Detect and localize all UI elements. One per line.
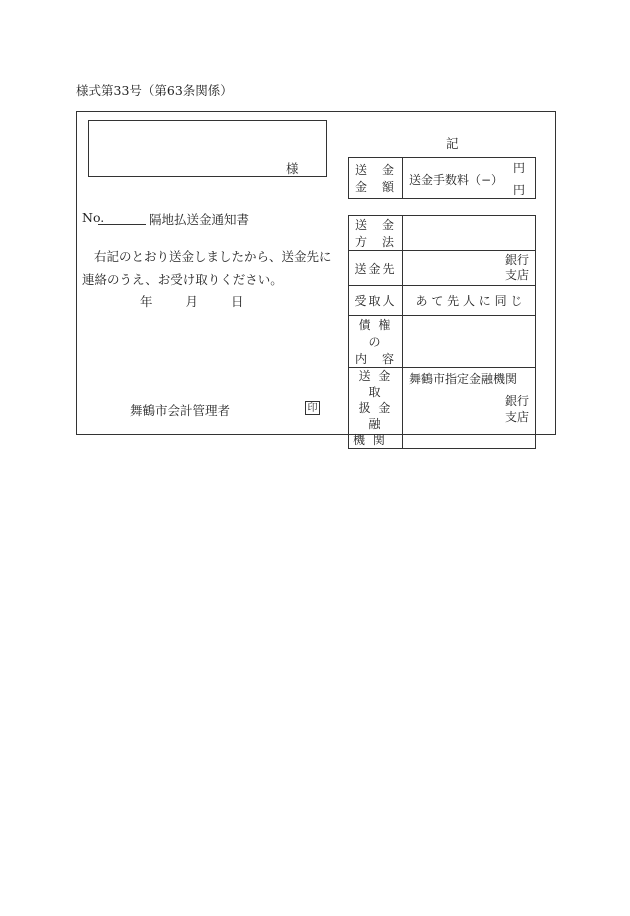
table-row bbox=[349, 251, 536, 286]
date-month-label: 月 bbox=[185, 294, 198, 309]
form-number-label: 様式第33号（第63条関係） bbox=[76, 83, 233, 98]
method-value-cell bbox=[403, 216, 536, 251]
record-heading: 記 bbox=[446, 136, 459, 151]
table-row bbox=[349, 316, 536, 368]
amount-label-cell: 送 金 金 額 bbox=[349, 158, 403, 199]
remittance-detail-table bbox=[348, 215, 536, 449]
document-title: 隔地払送金通知書 bbox=[149, 212, 250, 227]
amount-table bbox=[348, 157, 536, 199]
method-label-cell: 送 金 方 法 bbox=[349, 216, 403, 251]
issuer-name: 舞鶴市会計管理者 bbox=[130, 403, 231, 418]
institution-value-cell: 舞鶴市指定金融機関 銀行 支店 bbox=[403, 368, 536, 449]
amount-value-cell bbox=[403, 158, 536, 199]
seal-mark: 印 bbox=[305, 401, 320, 415]
destination-label-cell: 送金先 bbox=[349, 251, 403, 286]
date-day-label: 日 bbox=[230, 294, 244, 309]
fee-label: 送金手数料（−） bbox=[409, 173, 504, 187]
receiver-value-cell: あ て 先 人 に 同 じ bbox=[403, 286, 536, 316]
yen-unit: 円 bbox=[512, 183, 525, 197]
date-year-label: 年 bbox=[140, 294, 153, 309]
addressee-honorific: 様 bbox=[286, 161, 299, 176]
table-row bbox=[349, 286, 536, 316]
receiver-label-cell: 受取人 bbox=[349, 286, 403, 316]
date-line bbox=[140, 292, 243, 310]
institution-label-cell: 送 金 取 扱 金 融 機 関 bbox=[349, 368, 403, 449]
claim-label-cell: 債 権 の 内 容 bbox=[349, 316, 403, 368]
claim-value-cell bbox=[403, 316, 536, 368]
destination-value-cell: 銀行 支店 bbox=[403, 251, 536, 286]
yen-unit: 円 bbox=[512, 161, 525, 175]
number-blank-line bbox=[98, 224, 146, 225]
table-row bbox=[349, 368, 536, 449]
table-row bbox=[349, 216, 536, 251]
notice-body-text: 右記のとおり送金しましたから、送金先に連絡のうえ、お受け取りください。 bbox=[82, 249, 332, 287]
number-label: No. bbox=[82, 210, 105, 225]
